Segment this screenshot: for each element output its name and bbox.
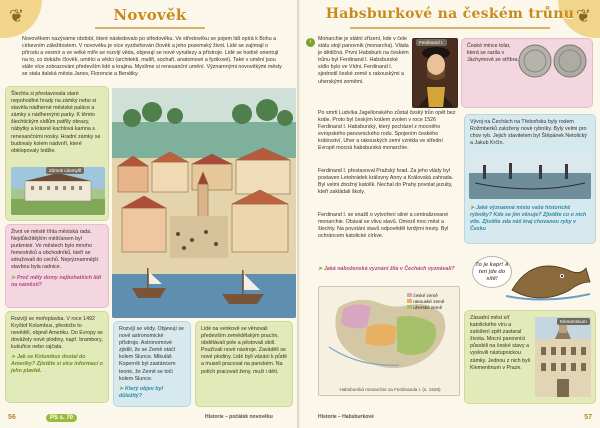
arrow-right-icon: ➤: [470, 205, 475, 211]
coin-icon: [518, 43, 588, 79]
renaissance-city-illustration: [112, 88, 296, 318]
left-footer: Historie – počátek novověku: [205, 414, 273, 420]
box-fishponds-question: Jaké významné místo vaše historické rybníky? Kde se jim věnuje? Zjistěte co o nich víte. Zjistěte zda náš kraj chovanou ryby v Česku: [470, 205, 587, 232]
box-fishponds: [464, 114, 596, 244]
box-klementinum-text: Zásadní měst síť katolického víru a založení zpět zastaral života. Mocní panovníci působili na české stavy a vyslovili nástupnickou zámky. Jednou z nich byli Klementinum v Praze.: [470, 315, 530, 371]
castle-caption: Zámek Litomyšl: [46, 167, 84, 174]
klementinum-caption: Klementinum: [557, 318, 590, 325]
habsburg-paragraph-1: Po smrti Ludvíka Jagellonského zůstal český trůn opět bez krále. Proto byl českým králem zvolen v roce 1526 Ferdinand I. Habsburský, který pocházel z mocného evropského panovnického rodu. Spojením českého království, Uher a rakouských zemí vznikla ve střední Evropě mocná habsburská monarchie.: [318, 110, 456, 152]
box-klementinum: [464, 310, 596, 404]
left-page-title: Novověk: [113, 6, 187, 24]
coin-text: České mince tolar, která se razila v Jáchymově ze stříbra.: [467, 43, 519, 64]
legend-item: české země: [413, 293, 438, 298]
left-page-number: 56: [8, 414, 16, 421]
box-science: [113, 321, 191, 407]
workbook-reference: PS s. 70: [46, 414, 77, 422]
box-castles-text: Šlechta si přestavovala staré nepohodlné hrady na zámky nebo si stavěla nádherné městské paláce a zámky s nádhernými parky. K těmto šlechtickým sídlům patřily obrazy, nábytky a krásné kachlová kamna s renesančními nosky. Hradní zámky se budovaly kolem nádvoří, které obklopovaly lodžie.: [11, 91, 101, 154]
box-town-life-text: Život ve městě tíhla městská rada. Nejdůležitějším měšťanem byl purkmistr. Ve městech bylo mnoho řemeslníků a obchodníků, kteří se sdružovali do cechů. Nejvýznamnější stavbou byla radnice.: [11, 229, 99, 271]
arrow-right-icon: ➤: [119, 385, 124, 392]
right-page: [300, 0, 600, 428]
map-legend: [407, 293, 444, 311]
right-page-title: Habsburkové na českém trůnu: [325, 6, 575, 22]
ornament-corner-icon: ❦: [0, 0, 42, 38]
title-underline: [95, 27, 205, 29]
fishpond-image: [469, 155, 591, 199]
box-science-text: Rozvíjí se vědy. Objevují se nové astronomické přístroje. Astronomové zjistili, že se Země otáčí kolem Slunce. Mikuláš Koperník byl zastáncem teorie, že Země se točí kolem Slunce.: [119, 326, 184, 382]
carp-icon: [506, 250, 592, 308]
box-countryside: [195, 321, 293, 407]
legend-item: rakouské země: [413, 299, 445, 304]
speech-bubble: To je kapr! A ten jde do sítě!: [472, 256, 512, 288]
box-town-life: [5, 224, 109, 308]
box-science-question: Který objev byl důležitý?: [119, 385, 163, 399]
box-seafaring-question: Jak se Kolumbus dostal do Ameriky? Zjistěte si více informací o jeho plavbě.: [11, 354, 103, 375]
box-town-life-question: Proč měly domy nejbohatších lidí na náměstí?: [11, 274, 102, 288]
info-icon: i: [306, 38, 315, 47]
right-page-number: 57: [584, 414, 592, 421]
legend-item: uherské země: [413, 305, 443, 310]
left-intro: Novověkem nazýváme období, které následovalo po středověku. Ve středověku se pojem lidí opírá k Bohu a církevním záležitostem. V novověku je více vyzdvihován člověk a jeho pozemský život. Lidé se zajímají o přírodu a vesmír a ve velké míře se rozvíjí věda, objevují se nové vynálezy a přístroje. Lidé se hodně orientují na to, co dokáže člověk, umělci a vědci (architekti, malíři, sochaři, anatomové a fyzikové). Také v umění jsou stále více zobrazováni především lidé a krajina. Myslíme si renesanční umění. Významnými novověkými městy se stala italská města Janov, Florencie a Benátky.: [22, 36, 282, 78]
box-fishponds-text: Vývoj na Čechách na Třeboňsku byly rodem Rožmberků založeny nové rybníky. Byly velmi pro chov ryb. Jejich stavitelem byl Štěpánek Netolický a Jakub Krčín.: [470, 119, 587, 147]
klementinum-image: [535, 317, 591, 397]
map-caption: Habsburská monarchie za Ferdinanda I. (s. 1526): [339, 387, 441, 392]
box-seafaring-text: Rozvíjí se mořeplavba. V roce 1492 Kryštof Kolumbus, přestože to nevěděl, objevil Ameriku. Do Evropy se dovážely nové plodiny, např. brambory, kukuřice nebo rajčata.: [11, 316, 103, 351]
right-footer: Historie – Habsburkové: [318, 414, 374, 420]
arrow-right-icon: ➤: [11, 354, 16, 361]
box-castles: [5, 86, 109, 221]
habsburg-paragraph-2: Ferdinand I. přestavoval Pražský hrad. Za jeho vlády byl postaven Letohrádek královny Anny a Královská zahrada. Byl velmi zbožný katolík. Nechal do Prahy povolat jezuity, kteří zakládali školy.: [318, 168, 454, 196]
box-countryside-text: Lidé na venkově se věnovali především zemědělským pracím, obdělávali pole a pěstovali obilí. Používali nové nástroje. Zaváděli se nové plodiny. Lidé byli vázáni k půdě a museli pracovat na panském. Na polích pracovali ženy, muži i děti.: [201, 326, 287, 375]
castle-image: [11, 167, 105, 215]
arrow-right-icon: ➤: [318, 266, 323, 272]
monarchy-text: Monarchie je státní zřízení, kde v čele státu stojí panovník (monarcha). Vláda je dědičná. První Habsburk na českém trůnu byl Ferdinand I. Habsburské sídlo bylo ve Vídni. Ferdinand I. sjednotil české země s rakouskými a uherskými zeměmi.: [318, 36, 409, 85]
portrait-caption: Ferdinand I.: [416, 39, 447, 46]
arrow-right-icon: ➤: [11, 274, 16, 281]
ferdinand-portrait: [412, 38, 458, 108]
title-underline: [350, 27, 550, 29]
map-question: Jaká náboženská vyznání žila v Čechách vyznávali?: [323, 266, 455, 272]
habsburg-map: [318, 286, 460, 396]
habsburg-paragraph-3: Ferdinand I. se snažil o vytvoření silné a centralizované monarchie. Obával se vlivu stavů. Omezil moc měst a šlechty. Na povstání stavů odpověděl tvrdými tresty. Byl ochráncem katolické církve.: [318, 212, 449, 240]
box-coin: [461, 38, 593, 108]
box-seafaring: [5, 311, 109, 403]
ornament-corner-icon: ❦: [558, 0, 600, 38]
